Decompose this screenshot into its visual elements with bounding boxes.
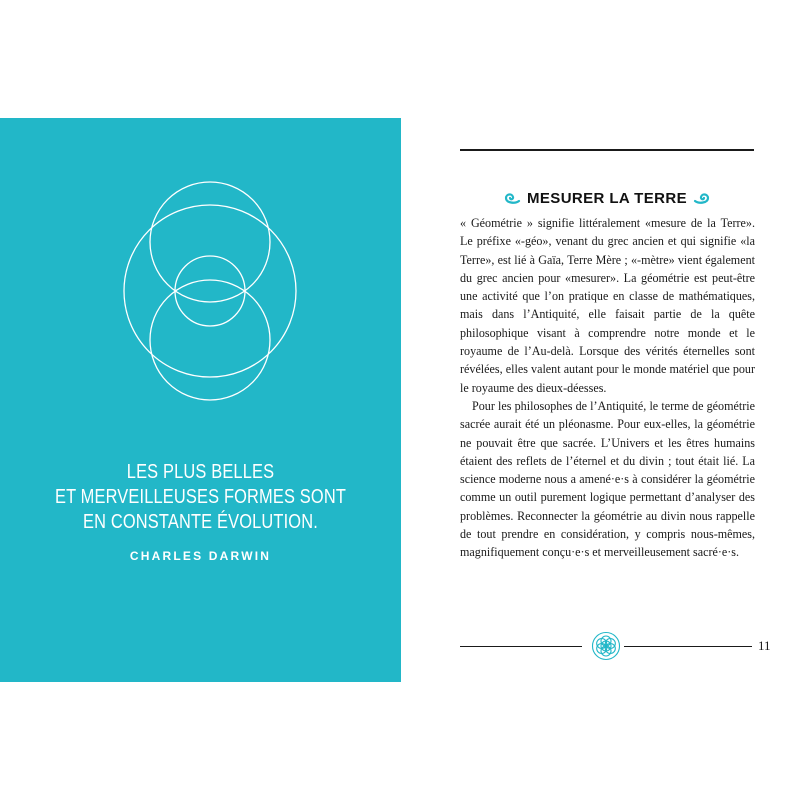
vesica-circles-icon xyxy=(122,180,298,404)
quote-author: CHARLES DARWIN xyxy=(129,549,272,563)
quote-line: LES PLUS BELLES xyxy=(126,461,275,483)
quote xyxy=(36,460,365,535)
left-page xyxy=(0,118,401,682)
quote-line: ET MERVEILLEUSES FORMES SONT xyxy=(54,486,347,508)
paragraph: « Géométrie » signifie littéralement «mesure de la Terre». Le préfixe «-géo», venant du grec ancien et qui signifie «la Terre», est lié à Gaïa, Terre Mère ; «-mètre» vient également du grec ancien pour «mesurer». La géométrie est peut-être une activité que l’on pratique en classe de mathématiques, mais dans l’Antiquité, elle faisait partie de la quête philosophique visant à comprendre notre monde et le royaume de l’Au-delà. Lorsque des vérités éternelles sont révélées, elles valent autant pour le monde matériel que pour le royaume des dieux-déesses. xyxy=(460,216,755,395)
section-heading xyxy=(460,186,754,210)
top-rule xyxy=(460,149,754,151)
page-number: 11 xyxy=(758,638,771,653)
spiral-ornament-icon xyxy=(693,191,711,205)
body-text xyxy=(460,214,755,562)
spiral-ornament-icon xyxy=(503,191,521,205)
paragraph: Pour les philosophes de l’Antiquité, le terme de géométrie sacrée aurait été un pléonasme. Pour eux-elles, la géométrie ne pouvait être que sacrée. L’Univers et les êtres humains étaient des reflets de l’éternel et du divin ; tout était lié. La science moderne nous a amené·e·s à considérer la géométrie comme un outil purement logique permettant d’analyser des problèmes. Reconnecter la géométrie au divin nous rappelle de tout prendre en considération, y compris nous-mêmes, magnifiquement conçu·e·s et merveilleusement sacré·e·s. xyxy=(460,398,755,560)
footer-rule-right xyxy=(624,646,752,647)
quote-line: EN CONSTANTE ÉVOLUTION. xyxy=(83,511,318,533)
flower-of-life-icon xyxy=(591,631,621,661)
footer-rule-left xyxy=(460,646,582,647)
page-title: MESURER LA TERRE xyxy=(526,189,688,207)
